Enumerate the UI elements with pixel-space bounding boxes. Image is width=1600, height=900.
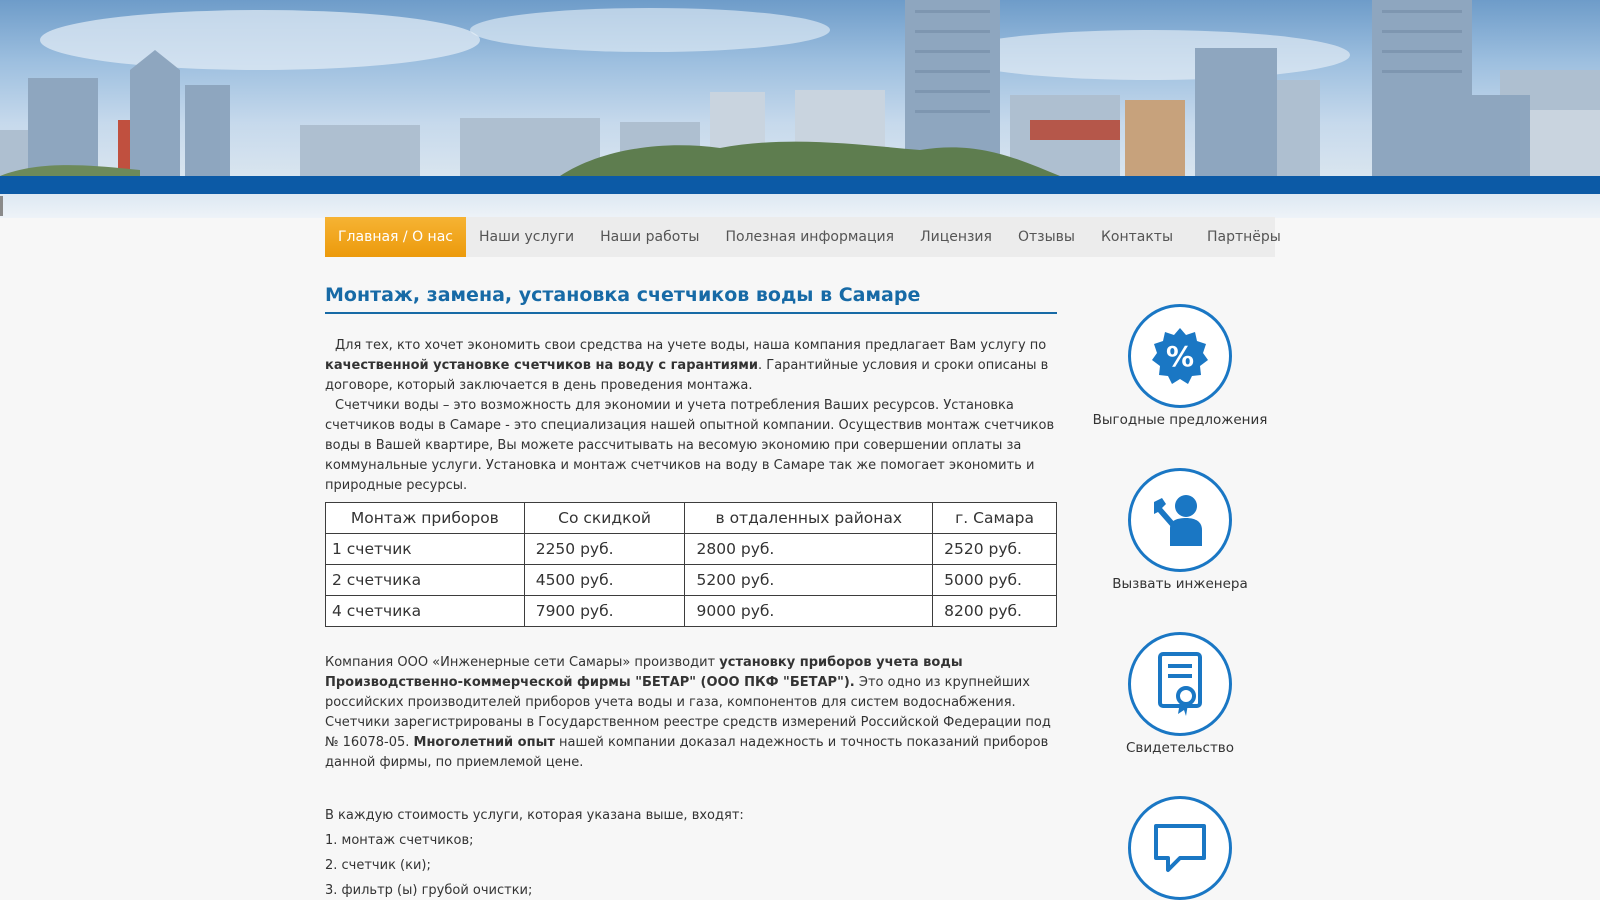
intro-1-bold: качественной установке счетчиков на воду с гарантиями: [325, 358, 758, 373]
offers-label[interactable]: Выгодные предложения: [1092, 412, 1268, 428]
company-bold-2: Многолетний опыт: [413, 735, 555, 750]
table-row: [326, 534, 1057, 565]
chat-circle[interactable]: [1128, 796, 1232, 900]
company-paragraph: [325, 653, 1057, 773]
nav-item-works[interactable]: Наши работы: [600, 229, 700, 245]
header-banner: [0, 0, 1600, 176]
table-header-cell: Со скидкой: [524, 503, 685, 534]
engineer-icon: [1148, 488, 1212, 552]
included-list: [325, 803, 1057, 900]
nav-item-partners[interactable]: Партнёры: [1207, 229, 1281, 245]
table-header-cell: в отдаленных районах: [685, 503, 933, 534]
intro-1-part-a: Для тех, кто хочет экономить свои средства на учете воды, наша компания предлагает Вам услугу по: [335, 338, 1047, 353]
company-part-c: Это одно из крупнейших российских производителей приборов учета воды и газа, компонентов для систем водоснабжения. Счетчики зарегистрированы в Государственном реестре средств измерений Российской Федерации под № 16078-05.: [325, 675, 1051, 750]
table-cell: 2520 руб.: [933, 534, 1057, 565]
nav-item-reviews[interactable]: Отзывы: [1017, 229, 1075, 245]
intro-paragraph-1: [325, 336, 1057, 396]
nav-item-services[interactable]: Наши услуги: [479, 229, 575, 245]
table-header-cell: г. Самара: [933, 503, 1057, 534]
table-header-cell: Монтаж приборов: [326, 503, 525, 534]
engineer-label[interactable]: Вызвать инженера: [1112, 576, 1248, 592]
table-row: [326, 596, 1057, 627]
chat-bubble-icon: [1150, 820, 1210, 876]
table-cell: 4500 руб.: [524, 565, 685, 596]
sub-band-marker: [0, 196, 3, 216]
sidebar-item-chat[interactable]: [1080, 796, 1280, 900]
svg-text:%: %: [1165, 340, 1195, 373]
table-cell: 4 счетчика: [326, 596, 525, 627]
intro-text: [325, 336, 1057, 496]
table-header-row: [326, 503, 1057, 534]
sidebar-item-certificate[interactable]: [1080, 632, 1280, 756]
company-part-a: Компания ООО «Инженерные сети Самары» производит: [325, 655, 720, 670]
intro-1-part-c: . Гарантийные условия и сроки описаны в договоре, который заключается в день проведения монтажа.: [325, 358, 1049, 393]
header-sub-band: [0, 194, 1600, 218]
certificate-icon: [1150, 650, 1210, 718]
table-cell: 2 счетчика: [326, 565, 525, 596]
nav-item-license[interactable]: Лицензия: [920, 229, 992, 245]
price-table: [325, 502, 1057, 627]
offers-circle[interactable]: [1128, 304, 1232, 408]
engineer-circle[interactable]: [1128, 468, 1232, 572]
nav-item-info[interactable]: Полезная информация: [725, 229, 895, 245]
table-cell: 2250 руб.: [524, 534, 685, 565]
list-intro: В каждую стоимость услуги, которая указана выше, входят:: [325, 808, 744, 823]
nav-item-contacts[interactable]: Контакты: [1100, 229, 1173, 245]
table-row: [326, 565, 1057, 596]
header-blue-band: [0, 176, 1600, 194]
table-cell: 5200 руб.: [685, 565, 933, 596]
city-skyline-image: [0, 0, 1600, 176]
company-bold-1: установку приборов учета воды Производственно-коммерческой фирмы "БЕТАР" (ООО ПКФ "БЕТАР").: [325, 655, 963, 690]
sidebar-item-engineer[interactable]: [1080, 468, 1280, 592]
main-content: [325, 284, 1057, 900]
certificate-circle[interactable]: [1128, 632, 1232, 736]
list-item: 1. монтаж счетчиков;: [325, 833, 474, 848]
certificate-label[interactable]: Свидетельство: [1125, 740, 1235, 756]
list-item: 2. счетчик (ки);: [325, 858, 431, 873]
nav-item-home[interactable]: Главная / О нас: [325, 217, 466, 257]
table-cell: 1 счетчик: [326, 534, 525, 565]
table-cell: 5000 руб.: [933, 565, 1057, 596]
main-navigation: [325, 217, 1281, 257]
percent-badge-icon: [1150, 326, 1210, 386]
table-cell: 9000 руб.: [685, 596, 933, 627]
list-item: 3. фильтр (ы) грубой очистки;: [325, 883, 533, 898]
table-cell: 7900 руб.: [524, 596, 685, 627]
table-cell: 8200 руб.: [933, 596, 1057, 627]
page-title: Монтаж, замена, установка счетчиков воды в Самаре: [325, 284, 1057, 314]
intro-paragraph-2: Счетчики воды – это возможность для экономии и учета потребления Ваших ресурсов. Установка счетчиков воды в Самаре - это специализация нашей опытной компании. Осуществив монтаж счетчиков воды в Вашей квартире, Вы можете рассчитывать на весомую экономию при совершении оплаты за коммунальные услуги. Установка и монтаж счетчиков на воду в Самаре так же помогает экономить и природные ресурсы.: [325, 398, 1055, 493]
table-cell: 2800 руб.: [685, 534, 933, 565]
company-part-e: нашей компании доказал надежность и точность показаний приборов данной фирмы, по приемлемой цене.: [325, 735, 1049, 770]
sidebar-item-offers[interactable]: [1080, 304, 1280, 428]
